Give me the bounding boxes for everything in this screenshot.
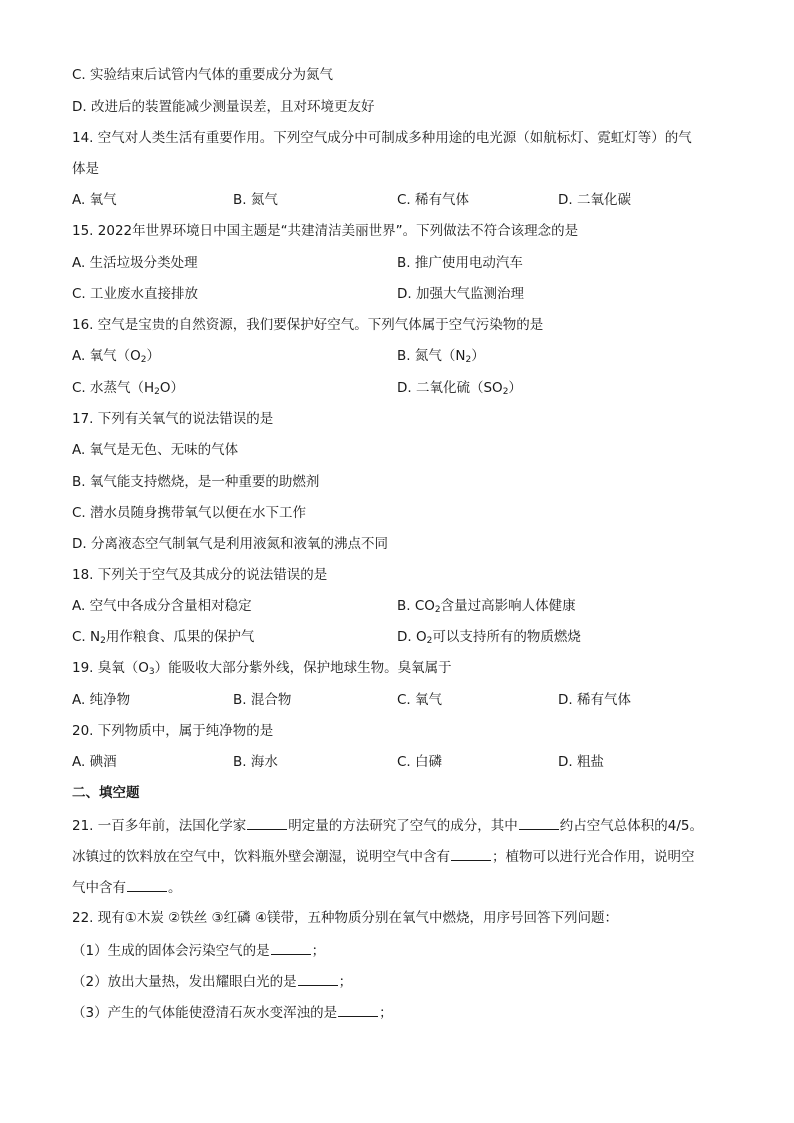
q13-option-c: C. 实验结束后试管内气体的重要成分为氮气: [72, 67, 334, 83]
answer-blank[interactable]: [127, 877, 167, 892]
q14-option-a: A. 氧气: [72, 192, 117, 208]
q16-option-c: C. 水蒸气$(H_2O)$: [72, 380, 185, 397]
answer-blank[interactable]: [298, 971, 338, 986]
q15-option-d: D. 加强大气监测治理: [397, 286, 524, 302]
q17-stem: 17. 下列有关氧气的说法错误的是: [72, 411, 274, 427]
q19-option-b: B. 混合物: [233, 692, 292, 708]
q21-line2: 冰镇过的饮料放在空气中，饮料瓶外壁会潮湿，说明空气中含有 ；植物可以进行光合作用，说明空: [72, 846, 695, 866]
q20-option-d: D. 粗盐: [558, 754, 604, 770]
q21-line1: 21. 一百多年前，法国化学家 明定量的方法研究了空气的成分，其中 约占空气总体积的4/5。: [72, 815, 703, 835]
q19-option-d: D. 稀有气体: [558, 692, 631, 708]
q18-option-c: C. $N_2$用作粮食、瓜果的保护气: [72, 629, 255, 646]
q17-option-c: C. 潜水员随身携带氧气以便在水下工作: [72, 505, 307, 521]
q16-option-d: D. 二氧化硫$(SO_2)$: [397, 380, 522, 397]
q17-option-b: B. 氧气能支持燃烧，是一种重要的助燃剂: [72, 474, 320, 490]
answer-blank[interactable]: [271, 940, 311, 955]
q22-sub2: （2）放出大量热，发出耀眼白光的是 ；: [72, 971, 352, 991]
q20-option-c: C. 白磷: [397, 754, 443, 770]
q13-option-d: D. 改进后的装置能减少测量误差，且对环境更友好: [72, 99, 375, 115]
q16-option-a: A. 氧气$(O_2)$: [72, 348, 160, 365]
q14-option-d: D. 二氧化碳: [558, 192, 631, 208]
answer-blank[interactable]: [247, 815, 287, 830]
answer-blank[interactable]: [338, 1002, 378, 1017]
q20-option-b: B. 海水: [233, 754, 278, 770]
q18-stem: 18. 下列关于空气及其成分的说法错误的是: [72, 567, 328, 583]
q18-option-b: B. $CO_2$含量过高影响人体健康: [397, 598, 576, 615]
q15-stem: 15. 2022年世界环境日中国主题是“共建清洁美丽世界”。下列做法不符合该理念的是: [72, 223, 579, 239]
q19-option-c: C. 氧气: [397, 692, 443, 708]
q17-option-a: A. 氧气是无色、无味的气体: [72, 442, 239, 458]
q14-stem-line1: 14. 空气对人类生活有重要作用。下列空气成分中可制成多种用途的电光源（如航标灯、霓虹灯等）的气: [72, 130, 692, 146]
answer-blank[interactable]: [519, 815, 559, 830]
q15-option-a: A. 生活垃圾分类处理: [72, 255, 198, 271]
q20-stem: 20. 下列物质中，属于纯净物的是: [72, 723, 274, 739]
q15-option-b: B. 推广使用电动汽车: [397, 255, 523, 271]
q17-option-d: D. 分离液态空气制氧气是利用液氮和液氧的沸点不同: [72, 536, 388, 552]
q19-stem: 19. 臭氧$(O_3)$能吸收大部分紫外线，保护地球生物。臭氧属于: [72, 660, 452, 677]
q18-option-a: A. 空气中各成分含量相对稳定: [72, 598, 252, 614]
q14-option-c: C. 稀有气体: [397, 192, 470, 208]
q14-stem-line2: 体是: [72, 161, 99, 177]
answer-blank[interactable]: [451, 846, 491, 861]
q22-stem: 22. 现有①木炭 ②铁丝 ③红磷 ④镁带，五种物质分别在氧气中燃烧，用序号回答下列问题：: [72, 910, 619, 926]
q16-option-b: B. 氮气$(N_2)$: [397, 348, 485, 365]
section-heading-fill-in: 二、填空题: [72, 785, 140, 801]
q19-option-a: A. 纯净物: [72, 692, 131, 708]
q22-sub1: （1）生成的固体会污染空气的是 ；: [72, 940, 325, 960]
q14-option-b: B. 氮气: [233, 192, 278, 208]
q18-option-d: D. $O_2$可以支持所有的物质燃烧: [397, 629, 581, 646]
q20-option-a: A. 碘酒: [72, 754, 117, 770]
q22-sub3: （3）产生的气体能使澄清石灰水变浑浊的是 ；: [72, 1002, 393, 1022]
q16-stem: 16. 空气是宝贵的自然资源，我们要保护好空气。下列气体属于空气污染物的是: [72, 317, 544, 333]
q21-line3: 气中含有 。: [72, 877, 182, 897]
q15-option-c: C. 工业废水直接排放: [72, 286, 199, 302]
